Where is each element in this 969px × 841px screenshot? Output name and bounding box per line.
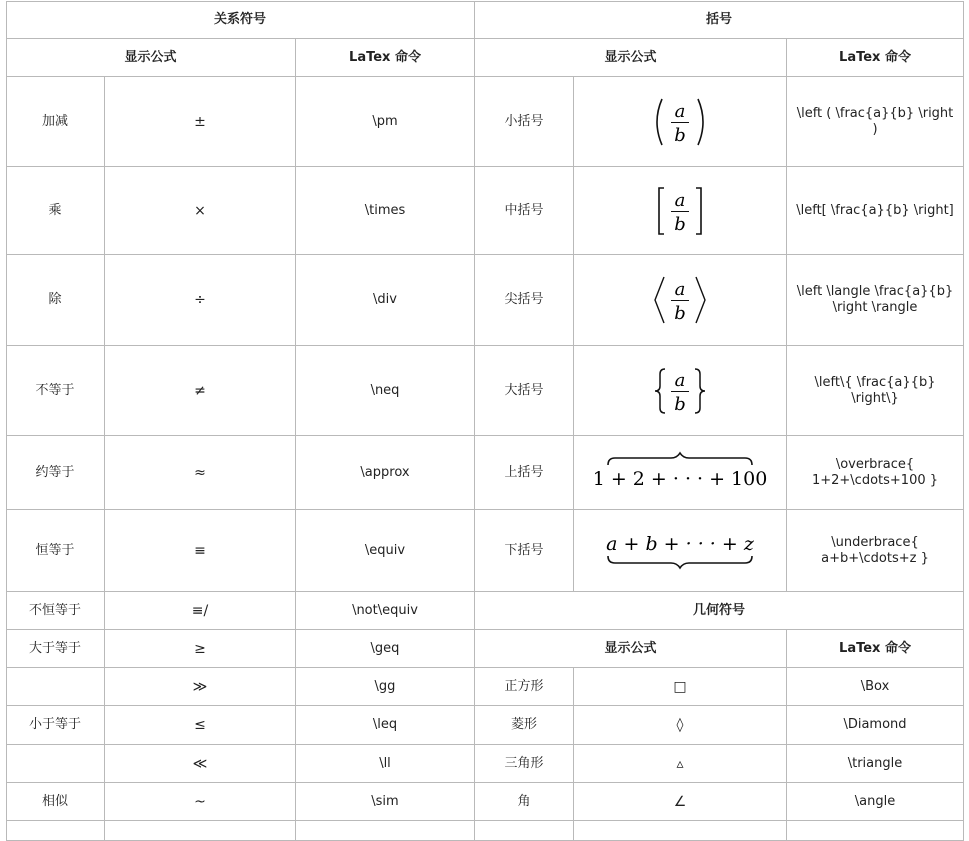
col-header-latex: LaTex 命令 — [787, 630, 964, 668]
geometry-command: \triangle — [787, 745, 964, 783]
relation-name: 恒等于 — [6, 510, 105, 592]
relation-name — [6, 668, 105, 706]
geometry-symbol: ∠ — [574, 783, 787, 821]
geometry-command: \angle — [787, 783, 964, 821]
relation-name: 除 — [6, 255, 105, 346]
numerator: a — [674, 100, 686, 122]
relation-name: 乘 — [6, 167, 105, 255]
bracket-command: \overbrace{ 1+2+\cdots+100 } — [787, 436, 964, 510]
section-header-relations: 关系符号 — [6, 1, 475, 39]
bracket-command: \underbrace{ a+b+\cdots+z } — [787, 510, 964, 592]
denominator: b — [674, 124, 686, 146]
angle-fraction — [650, 272, 710, 328]
table-row-partial — [475, 821, 574, 841]
geometry-symbol: □ — [574, 668, 787, 706]
denominator: b — [674, 393, 686, 415]
geometry-symbol: ▵ — [574, 745, 787, 783]
bracket-formula-paren — [574, 77, 787, 167]
geometry-name: 角 — [475, 783, 574, 821]
relation-symbol: ≥ — [105, 630, 296, 668]
relation-command: \pm — [296, 77, 475, 167]
bracket-name: 小括号 — [475, 77, 574, 167]
table-row-partial — [296, 821, 475, 841]
relation-command: \times — [296, 167, 475, 255]
col-header-display: 显示公式 — [475, 39, 787, 77]
bracket-command: \left \langle \frac{a}{b} \right \rangle — [787, 255, 964, 346]
relation-command: \div — [296, 255, 475, 346]
relation-symbol: ≠ — [105, 346, 296, 436]
relation-name: 约等于 — [6, 436, 105, 510]
bracket-name: 大括号 — [475, 346, 574, 436]
bracket-name: 中括号 — [475, 167, 574, 255]
relation-symbol: × — [105, 167, 296, 255]
geometry-command: \Box — [787, 668, 964, 706]
overbrace-expression — [592, 453, 768, 493]
col-header-display: 显示公式 — [6, 39, 296, 77]
relation-name: 大于等于 — [6, 630, 105, 668]
relation-name — [6, 745, 105, 783]
relation-symbol: ≡ — [105, 510, 296, 592]
bracket-formula-curly — [574, 346, 787, 436]
col-header-latex: LaTex 命令 — [787, 39, 964, 77]
relation-command: \gg — [296, 668, 475, 706]
bracket-name: 上括号 — [475, 436, 574, 510]
bracket-name: 下括号 — [475, 510, 574, 592]
relation-command: \equiv — [296, 510, 475, 592]
table-row-partial — [6, 821, 105, 841]
relation-name: 相似 — [6, 783, 105, 821]
underbrace-text: a + b + · · · + z — [606, 532, 754, 555]
table-row-partial — [574, 821, 787, 841]
numerator: a — [674, 369, 686, 391]
section-header-brackets: 括号 — [475, 1, 964, 39]
paren-fraction — [650, 94, 710, 150]
relation-command: \not\equiv — [296, 592, 475, 630]
bracket-name: 尖括号 — [475, 255, 574, 346]
relation-name: 不恒等于 — [6, 592, 105, 630]
relation-command: \geq — [296, 630, 475, 668]
relation-symbol: ± — [105, 77, 296, 167]
relation-command: \ll — [296, 745, 475, 783]
relation-symbol: ≫ — [105, 668, 296, 706]
geometry-name: 正方形 — [475, 668, 574, 706]
bracket-command: \left ( \frac{a}{b} \right ) — [787, 77, 964, 167]
bracket-formula-angle — [574, 255, 787, 346]
geometry-name: 菱形 — [475, 706, 574, 745]
col-header-latex: LaTex 命令 — [296, 39, 475, 77]
bracket-formula-square — [574, 167, 787, 255]
section-header-geometry: 几何符号 — [475, 592, 964, 630]
denominator: b — [674, 303, 686, 324]
relation-symbol: ≪ — [105, 745, 296, 783]
geometry-command: \Diamond — [787, 706, 964, 745]
bracket-command: \left[ \frac{a}{b} \right] — [787, 167, 964, 255]
relation-symbol: ÷ — [105, 255, 296, 346]
relation-name: 不等于 — [6, 346, 105, 436]
geometry-name: 三角形 — [475, 745, 574, 783]
square-fraction — [650, 183, 710, 239]
relation-command: \neq — [296, 346, 475, 436]
overbrace-text: 1 + 2 + · · · + 100 — [592, 467, 768, 490]
bracket-command: \left\{ \frac{a}{b} \right\} — [787, 346, 964, 436]
table-row-partial — [787, 821, 964, 841]
denominator: b — [674, 213, 686, 235]
relation-command: \leq — [296, 706, 475, 745]
curly-fraction — [650, 363, 710, 419]
relation-symbol: ≈ — [105, 436, 296, 510]
underbrace-expression — [605, 530, 755, 572]
relation-command: \sim — [296, 783, 475, 821]
relation-command: \approx — [296, 436, 475, 510]
relation-symbol: ≤ — [105, 706, 296, 745]
geometry-symbol: ◊ — [574, 706, 787, 745]
symbol-table — [6, 1, 964, 841]
bracket-formula-underbrace — [574, 510, 787, 592]
numerator: a — [674, 189, 686, 211]
relation-symbol: ~ — [105, 783, 296, 821]
col-header-display: 显示公式 — [475, 630, 787, 668]
numerator: a — [674, 279, 686, 300]
relation-symbol: ≡/ — [105, 592, 296, 630]
relation-name: 小于等于 — [6, 706, 105, 745]
table-row-partial — [105, 821, 296, 841]
relation-name: 加减 — [6, 77, 105, 167]
bracket-formula-overbrace — [574, 436, 787, 510]
